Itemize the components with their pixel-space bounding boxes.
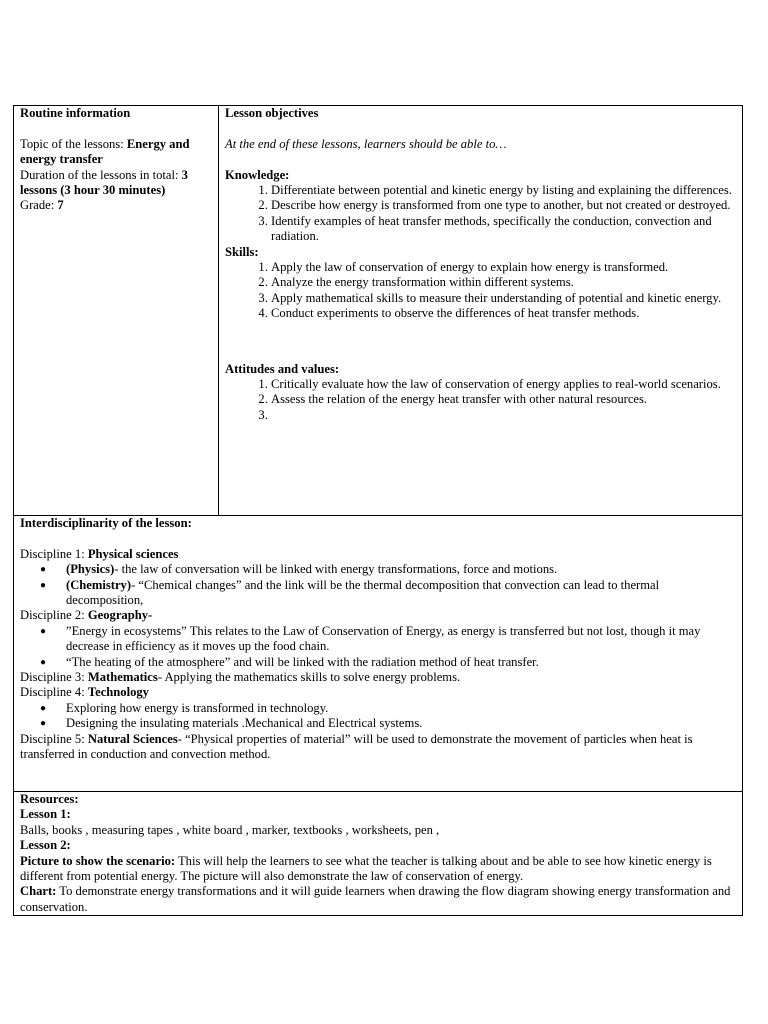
discipline-4-prefix: Discipline 4:: [20, 685, 88, 700]
list-item: 1. Apply the law of conservation of energy to explain how energy is transformed.: [271, 260, 736, 275]
knowledge-heading: Knowledge:: [225, 167, 290, 182]
discipline-5-prefix: Discipline 5:: [20, 731, 88, 746]
attitudes-list: [225, 377, 736, 423]
routine-heading: Routine information: [20, 106, 131, 120]
grade-value: 7: [57, 198, 64, 213]
table-row: [14, 792, 743, 916]
interdisciplinarity-heading: Interdisciplinarity of the lesson:: [20, 516, 192, 530]
list-item: [271, 408, 736, 423]
list-item: ● Exploring how energy is transformed in technology.: [66, 701, 736, 716]
list-item: 2. Describe how energy is transformed from one type to another, but not created or destroyed.: [271, 198, 736, 213]
discipline-4-list: [20, 701, 736, 732]
grade-prefix: Grade:: [20, 198, 58, 213]
list-item: 3. Identify examples of heat transfer methods, specifically the conduction, convection and radiation.: [271, 214, 736, 245]
table-row: [14, 516, 743, 792]
chart-text: To demonstrate energy transformations and it will guide learners when drawing the flow diagram showing energy transformation and conservation.: [20, 884, 731, 914]
lesson-plan-table: [13, 105, 743, 916]
discipline-2-prefix: Discipline 2:: [20, 608, 88, 623]
skills-heading: Skills:: [225, 244, 259, 259]
lesson-1-label: Lesson 1:: [20, 807, 71, 822]
list-item: 1. Differentiate between potential and kinetic energy by listing and explaining the differences.: [271, 183, 736, 198]
table-row: [14, 106, 743, 516]
routine-information-cell: [14, 106, 219, 516]
lesson-1-resources: Balls, books , measuring tapes , white board , marker, textbooks , worksheets, pen ,: [20, 822, 440, 837]
resources-cell: [14, 792, 743, 916]
discipline-1-list: [20, 562, 736, 608]
attitudes-heading: Attitudes and values:: [225, 361, 340, 376]
list-item: 2. Assess the relation of the energy heat transfer with other natural resources.: [271, 392, 736, 407]
list-item: 1. Critically evaluate how the law of conservation of energy applies to real-world scenarios.: [271, 377, 736, 392]
physics-text: - the law of conversation will be linked with energy transformations, force and motions.: [114, 562, 558, 577]
objectives-heading: Lesson objectives: [225, 106, 319, 120]
chemistry-text: - “Chemical changes” and the link will be the thermal decomposition that convection can lead to thermal decomposition,: [66, 577, 660, 608]
lesson-objectives-cell: [219, 106, 743, 516]
list-item: ● ”Energy in ecosystems” This relates to the Law of Conservation of Energy, as energy is transferred but not lost, though it may decrease in efficiency as it moves up the food chain.: [66, 624, 736, 655]
duration-value: 3 lessons (3 hour 30 minutes): [20, 167, 188, 198]
discipline-3-prefix: Discipline 3:: [20, 670, 88, 685]
discipline-2-list: [20, 624, 736, 670]
skills-list: [225, 260, 736, 322]
picture-text: This will help the learners to see what the teacher is talking about and be able to see how kinetic energy is different from potential energy. The picture will also demonstrate the law of conservation of energy.: [20, 853, 712, 884]
topic-prefix: Topic of the lessons:: [20, 136, 127, 151]
knowledge-list: [225, 183, 736, 245]
discipline-5-text: - “Physical properties of material” will be used to demonstrate the movement of particles when heat is transferred in conduction and convection method.: [20, 731, 693, 762]
list-item: [66, 562, 736, 577]
discipline-5-name: Natural Sciences: [87, 731, 178, 746]
discipline-1-prefix: Discipline 1:: [20, 546, 88, 561]
list-item: [66, 578, 736, 609]
list-item: ● Designing the insulating materials .Mechanical and Electrical systems.: [66, 716, 736, 731]
interdisciplinarity-cell: [14, 516, 743, 792]
list-item: 4. Conduct experiments to observe the differences of heat transfer methods.: [271, 306, 736, 321]
list-item: ● “The heating of the atmosphere” and will be linked with the radiation method of heat transfer.: [66, 655, 736, 670]
discipline-2-name: Geography-: [87, 608, 153, 623]
picture-label: Picture to show the scenario:: [20, 853, 176, 868]
discipline-3-text: - Applying the mathematics skills to solve energy problems.: [157, 670, 461, 685]
duration-prefix: Duration of the lessons in total:: [20, 167, 182, 182]
list-item: 3. Apply mathematical skills to measure their understanding of potential and kinetic energy.: [271, 291, 736, 306]
resources-heading: Resources:: [20, 792, 79, 806]
discipline-4-name: Technology: [87, 685, 149, 700]
chart-label: Chart:: [20, 884, 57, 899]
discipline-1-name: Physical sciences: [87, 546, 179, 561]
discipline-3-name: Mathematics: [87, 670, 158, 685]
list-item: 2. Analyze the energy transformation within different systems.: [271, 275, 736, 290]
objectives-intro: At the end of these lessons, learners should be able to…: [225, 136, 507, 151]
topic-value: Energy and energy transfer: [20, 136, 190, 167]
physics-label: (Physics): [66, 562, 115, 577]
chemistry-label: (Chemistry): [66, 577, 132, 592]
lesson-2-label: Lesson 2:: [20, 838, 71, 853]
